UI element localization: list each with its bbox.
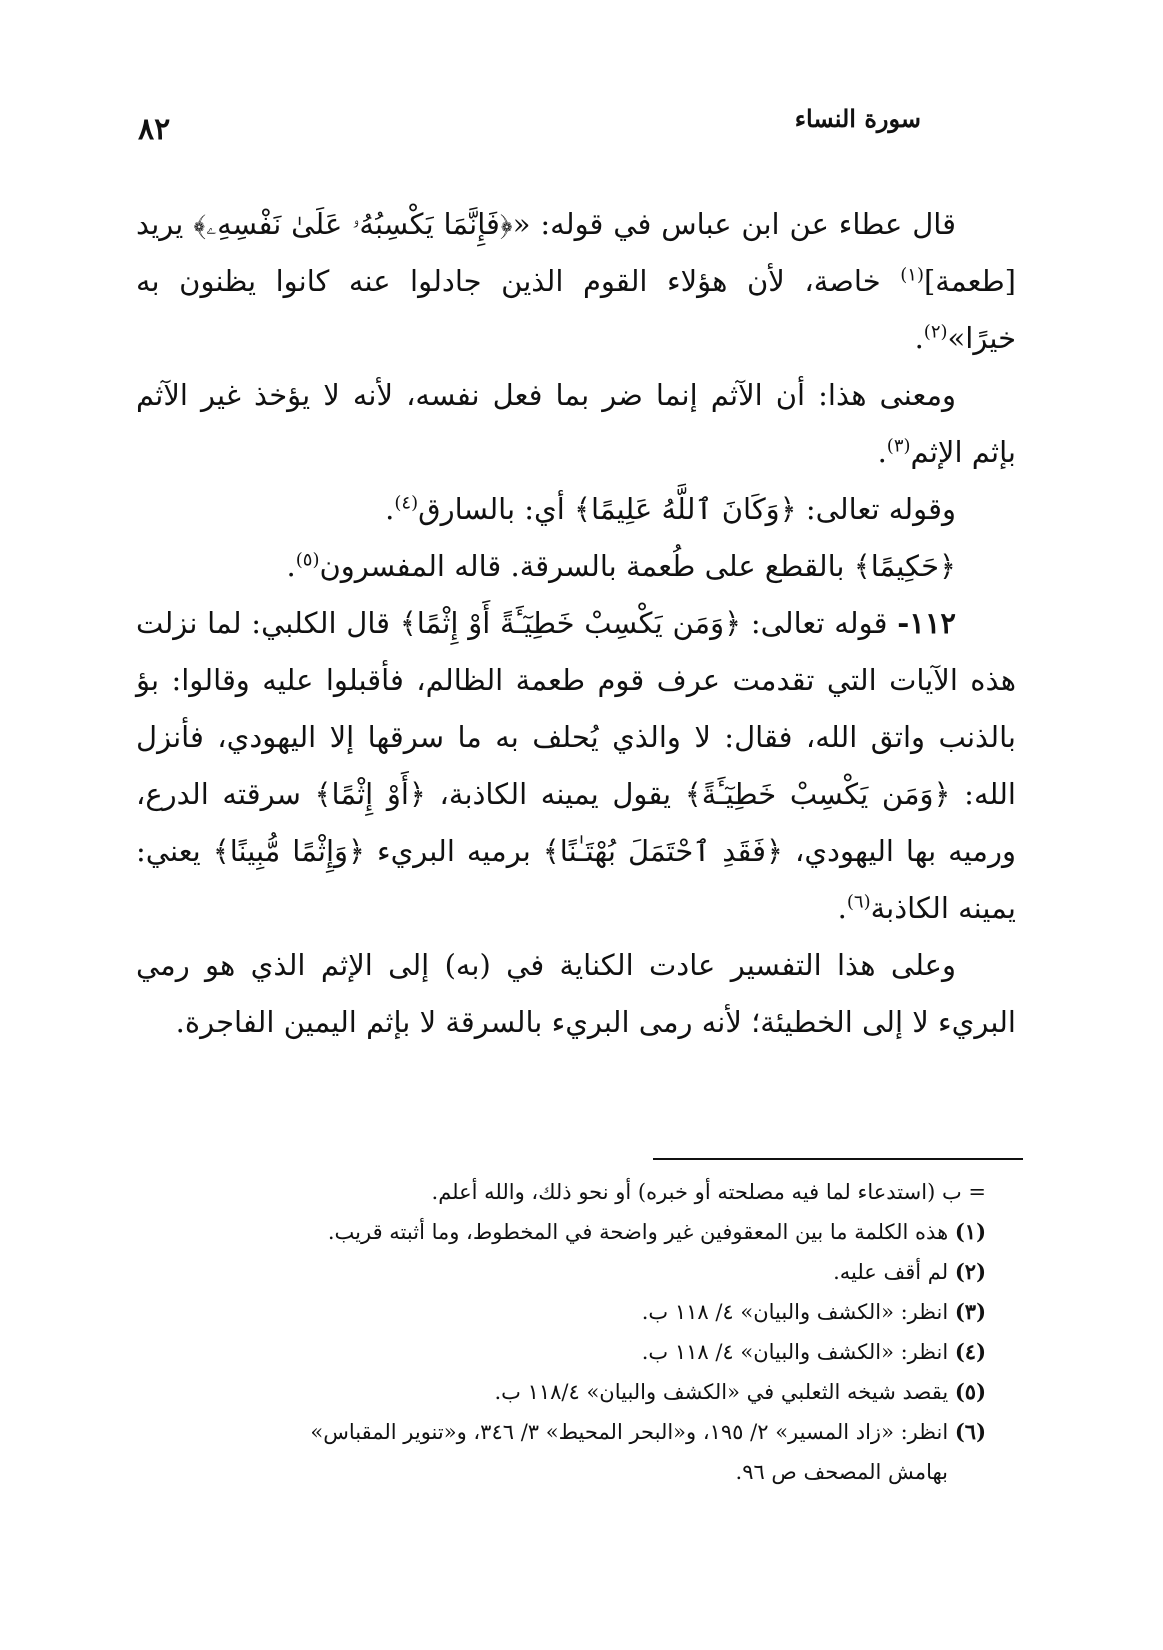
quran-verse: ﴿وَمَن يَكْسِبْ خَطِيٓـَٔةً أَوْ إِثْمًا﴾ [399, 606, 742, 640]
text-run: خاصة، لأن هؤلاء القوم الذين جادلوا عنه كانوا يظنون به خيرًا» [136, 264, 1016, 355]
footnote-mark: (٤) [954, 1339, 986, 1364]
footnote [136, 1292, 1012, 1332]
paragraph [136, 595, 1016, 937]
footnote-ref: (٣) [886, 435, 911, 457]
text-run: سرقته الدرع، ورميه بها اليهودي، [136, 777, 1016, 868]
quran-verse: ﴿وَإِثْمًا مُّبِينًا﴾ [212, 834, 365, 868]
text-run: . [877, 435, 887, 469]
footnote-ref: (٦) [846, 891, 871, 913]
text-run: . [914, 321, 924, 355]
text-run: يعني: يمينه الكاذبة [136, 834, 1016, 925]
footnote-mark: (٥) [954, 1379, 986, 1404]
text-run: . [837, 891, 847, 925]
footnote-text: هذه الكلمة ما بين المعقوفين غير واضحة في المخطوط، وما أثبته قريب. [327, 1220, 955, 1244]
paragraph [136, 937, 1016, 1051]
paragraph [136, 538, 1016, 595]
footnote-ref: (٢) [923, 321, 948, 343]
quran-verse: ﴿فَقَدِ ٱحْتَمَلَ بُهْتَـٰنًا﴾ [542, 834, 784, 868]
quran-verse: ﴿أَوْ إِثْمًا﴾ [314, 777, 426, 811]
footnotes [136, 1172, 1012, 1492]
paragraph [136, 367, 1016, 481]
text-run: قال عطاء عن ابن عباس في قوله: « [512, 207, 957, 241]
footnote-mark: (٢) [954, 1259, 986, 1284]
footnote-text: لم أقف عليه. [833, 1260, 955, 1284]
quran-verse: ﴿وَمَن يَكْسِبْ خَطِيٓـَٔةً﴾ [684, 777, 951, 811]
page-header [138, 104, 1043, 152]
page-number: ٨٢ [138, 112, 171, 147]
footnote [136, 1332, 1012, 1372]
text-run: ومعنى هذا: أن الآثم إنما ضر بما فعل نفسه، لأنه لا يؤخذ غير الآثم بإثم الإثم [136, 378, 1016, 469]
footnote-continuation: = ب (استدعاء لما فيه مصلحته أو خبره) أو نحو ذلك، والله أعلم. [431, 1180, 986, 1204]
footnote [136, 1252, 1012, 1292]
footnote-text: انظر: «الكشف والبيان» ٤/ ١١٨ ب. [641, 1340, 955, 1364]
footnote-divider [653, 1158, 1023, 1160]
text-run: بالقطع على طُعمة بالسرقة. قاله المفسرون [319, 549, 854, 583]
footnote-ref: (٤) [394, 492, 419, 514]
text-run: . [286, 549, 296, 583]
footnote-continuation-line: بهامش المصحف ص ٩٦. [735, 1460, 948, 1484]
text-run: . [385, 492, 395, 526]
text-run: وعلى هذا التفسير عادت الكناية في (به) إلى الإثم الذي هو رمي البريء لا إلى الخطيئة؛ لأنه رمى البريء بالسرقة لا بإثم اليمين الفاجرة. [136, 948, 1016, 1039]
text-run: قال الكلبي: لما نزلت هذه الآيات التي تقدمت عرف قوم طعمة الظالم، فأقبلوا عليه وقالوا: بؤ بالذنب واتق الله، فقال: لا والذي يُحلف به ما سرقها إلا اليهودي، فأنزل الله: [136, 606, 1016, 811]
text-run: قوله تعالى: [741, 606, 898, 640]
footnote-ref: (١) [900, 264, 924, 286]
quran-verse: ﴿وَكَانَ ٱللَّهُ عَلِيمًا﴾ [574, 492, 797, 526]
quran-verse: ﴿حَكِيمًا﴾ [853, 549, 956, 583]
footnote-text: يقصد شيخه الثعلبي في «الكشف والبيان» ١١٨/٤ ب. [494, 1380, 955, 1404]
footnote-mark: (١) [954, 1219, 986, 1244]
footnote-ref: (٥) [295, 549, 320, 571]
main-text [136, 196, 1016, 1051]
footnote-mark: (٦) [954, 1419, 986, 1444]
text-run: يقول يمينه الكاذبة، [425, 777, 685, 811]
text-run: وقوله تعالى: [796, 492, 956, 526]
footnote [136, 1412, 1012, 1452]
verse-number: ١١٢- [897, 606, 956, 640]
text-run: أي: بالسارق [418, 492, 575, 526]
footnote-text: انظر: «الكشف والبيان» ٤/ ١١٨ ب. [641, 1300, 955, 1324]
text-run: يريد [طعمة] [136, 207, 1016, 298]
paragraph [136, 196, 1016, 367]
footnote-text: انظر: «زاد المسير» ٢/ ١٩٥، و«البحر المحيط» ٣/ ٣٤٦، و«تنوير المقباس» [310, 1420, 955, 1444]
footnote-mark: (٣) [954, 1299, 986, 1324]
running-title: سورة النساء [794, 104, 921, 133]
paragraph [136, 481, 1016, 538]
footnote [136, 1212, 1012, 1252]
footnote [136, 1372, 1012, 1412]
quran-verse: ﴿فَإِنَّمَا يَكْسِبُهُۥ عَلَىٰ نَفْسِهِۦ﴾ [193, 207, 513, 241]
text-run: برميه البريء [365, 834, 543, 868]
